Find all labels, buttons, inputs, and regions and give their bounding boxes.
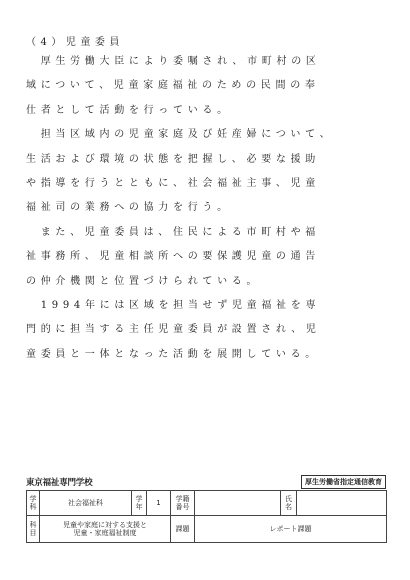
certification-badge: 厚生労働省指定通信教育: [301, 475, 386, 489]
body-line: 門的に担当する主任児童委員が設置され、児: [26, 324, 321, 336]
subject-label: 科 目: [27, 516, 40, 543]
year-value: 1: [147, 491, 171, 516]
body-line: 童委員と一体となった活動を展開している。: [26, 348, 320, 360]
body-line: や指導を行うとともに、社会福祉主事、児童: [26, 177, 320, 189]
school-name: 東京福祉専門学校: [26, 478, 93, 488]
subject-value: 児童や家庭に対する支援と 児童・家庭福祉制度: [40, 516, 171, 543]
department-value: 社会福祉科: [40, 491, 132, 516]
section-title: （4）児童委員: [26, 37, 124, 48]
body-line: 祉事務所、児童相談所への要保護児童の通告: [26, 251, 320, 263]
department-label: 学 科: [27, 491, 40, 516]
body-line: 福祉司の業務への協力を行う。: [26, 202, 232, 214]
body-line: 域について、児童家庭福祉のための民間の奉: [26, 80, 320, 92]
body-line: 担当区域内の児童家庭及び妊産婦について、: [26, 129, 335, 141]
assignment-value: レポート課題: [195, 516, 387, 543]
footer-header: [26, 476, 386, 490]
body-line: 生活および環境の状態を把握し、必要な援助: [26, 153, 320, 165]
year-label: 学 年: [132, 491, 147, 516]
student-number-label: 学籍 番号: [171, 491, 195, 516]
report-body: [26, 50, 388, 367]
body-line: 1994年には区域を担当せず児童福祉を専: [26, 299, 321, 311]
body-line: 厚生労働大臣により委嘱され、市町村の区: [26, 56, 321, 67]
assignment-label: 課題: [171, 516, 195, 543]
body-line: 仕者として活動を行っている。: [26, 104, 232, 116]
name-field[interactable]: [297, 491, 387, 516]
student-number-field[interactable]: [195, 491, 281, 516]
name-label: 氏 名: [281, 491, 297, 516]
body-line: また、児童委員は、住民による市町村や福: [26, 226, 320, 238]
student-info-form: [26, 490, 387, 543]
body-line: の仲介機関と位置づけられている。: [26, 275, 262, 287]
